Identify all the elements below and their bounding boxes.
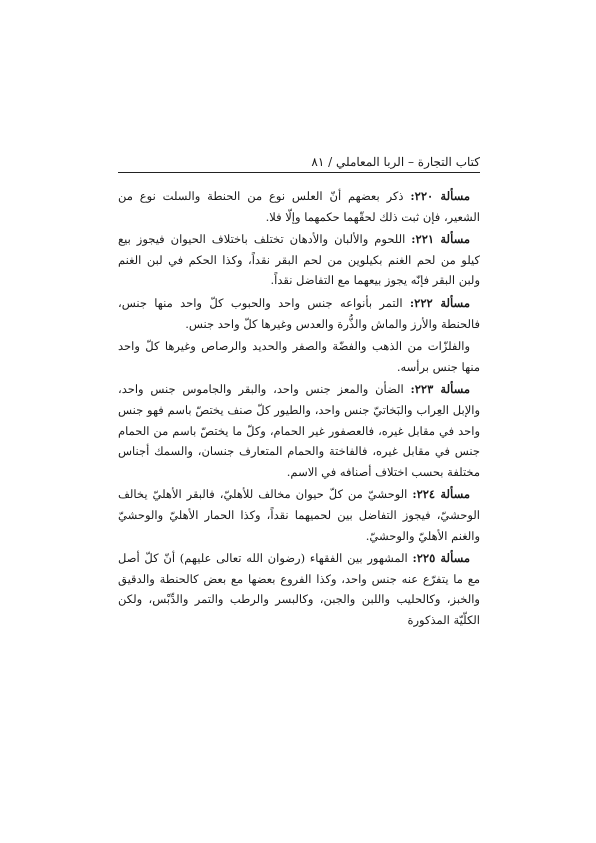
paragraph-222 (118, 293, 480, 334)
paragraph-text: الوحشيّ من كلّ حيوان مخالف للأهليّ، فالبقر الأهليّ يخالف الوحشيّ، فيجوز التفاضل بين لحميهما نقداً، وكذا الحمار الأهليّ والوحشيّ والغنم الأهليّ والوحشيّ. (118, 487, 480, 543)
paragraph-text: والفلزّات من الذهب والفضّة والصفر والحديد والرصاص وغيرها كلّ واحد منها جنس برأسه. (118, 339, 480, 374)
paragraph-225 (118, 548, 480, 630)
issue-label: مسألة ٢٢١: (411, 232, 470, 247)
issue-label: مسألة ٢٢٣: (410, 382, 470, 397)
issue-label: مسألة ٢٢٢: (409, 295, 470, 310)
paragraph-224 (118, 484, 480, 546)
paragraph-221 (118, 229, 480, 291)
issue-label: مسألة ٢٢٤: (412, 487, 470, 502)
paragraph-text: التمر بأنواعه جنس واحد والحبوب كلّ واحد منها جنس، فالحنطة والأرز والماش والذُّرة والعدس وغيرها كلّ واحد جنس. (118, 295, 480, 331)
page-body (118, 186, 480, 632)
paragraph-text: ذكر بعضهم أنّ العلس نوع من الحنطة والسلت نوع من الشعير، فإن ثبت ذلك لحقّهما حكمهما وإلّا فلا. (118, 189, 480, 224)
issue-label: مسألة ٢٢٥: (412, 551, 470, 566)
header-divider (118, 172, 480, 173)
paragraph-220 (118, 186, 480, 227)
running-header: كتاب التجارة – الربا المعاملي / ٨١ (311, 155, 480, 169)
paragraph-222-continued (118, 336, 480, 377)
paragraph-text: الضأن والمعز جنس واحد، والبقر والجاموس جنس واحد، والإبل العِراب والبَخاتيّ جنس واحد، والطيور كلّ صنف يختصّ باسم فهو جنس واحد في مقابل غيره، فالعصفور غير الحمام، وكلّ ما يختصّ باسم من الحمام جنس في مقابل غيره، فالفاختة والحمام المتعارف جنسان، والسمك أجناس مختلفة بحسب اختلاف أصنافه في الاسم. (118, 382, 480, 479)
paragraph-text: المشهور بين الفقهاء (رضوان الله تعالى عليهم) أنّ كلّ أصل مع ما يتفرّع عنه جنس واحد، وكذا الفروع بعضها مع بعض كالحنطة والدقيق والخبز، وكالحليب واللبن والجبن، وكالبسر والرطب والتمر والدِّبْس، ولكن الكلّيّة المذكورة (118, 551, 480, 627)
paragraph-223 (118, 379, 480, 482)
issue-label: مسألة ٢٢٠: (410, 189, 470, 203)
paragraph-text: اللحوم والألبان والأدهان تختلف باختلاف الحيوان فيجوز بيع كيلو من لحم الغنم بكيلوين من لحم البقر نقداً، وكذا الحكم في لبن الغنم ولبن البقر فإنّه يجوز بيعهما مع التفاضل نقداً. (118, 232, 480, 288)
